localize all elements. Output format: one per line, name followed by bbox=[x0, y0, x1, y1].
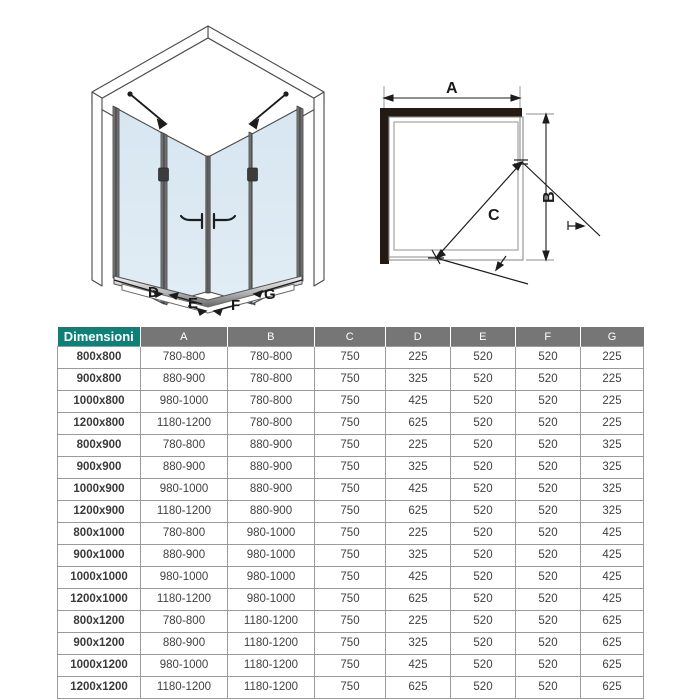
iso-label-g: G bbox=[264, 286, 276, 303]
table-header-c: C bbox=[315, 327, 386, 347]
cell-a: 880-900 bbox=[141, 545, 228, 567]
cell-dimensioni: 900x900 bbox=[58, 457, 141, 479]
cell-e: 520 bbox=[451, 677, 516, 699]
table-header-a: A bbox=[141, 327, 228, 347]
cell-dimensioni: 900x1200 bbox=[58, 633, 141, 655]
table-header-f: F bbox=[516, 327, 581, 347]
cell-b: 780-800 bbox=[228, 347, 315, 369]
cell-e: 520 bbox=[451, 523, 516, 545]
technical-drawings-area bbox=[0, 0, 700, 318]
cell-d: 425 bbox=[386, 479, 451, 501]
cell-dimensioni: 1200x800 bbox=[58, 413, 141, 435]
cell-a: 980-1000 bbox=[141, 567, 228, 589]
cell-b: 780-800 bbox=[228, 369, 315, 391]
cell-dimensioni: 1000x800 bbox=[58, 391, 141, 413]
cell-d: 225 bbox=[386, 435, 451, 457]
table-row bbox=[58, 611, 644, 633]
cell-b: 1180-1200 bbox=[228, 611, 315, 633]
plan-label-b: B bbox=[541, 191, 558, 203]
cell-e: 520 bbox=[451, 479, 516, 501]
cell-d: 625 bbox=[386, 589, 451, 611]
iso-label-d: D bbox=[148, 284, 159, 301]
cell-b: 780-800 bbox=[228, 413, 315, 435]
cell-a: 1180-1200 bbox=[141, 501, 228, 523]
plan-label-c: C bbox=[488, 207, 500, 224]
cell-d: 625 bbox=[386, 501, 451, 523]
cell-dimensioni: 1200x900 bbox=[58, 501, 141, 523]
cell-e: 520 bbox=[451, 413, 516, 435]
cell-d: 325 bbox=[386, 457, 451, 479]
plan-drawing bbox=[368, 78, 608, 293]
corner-shower-enclosure-isometric-svg bbox=[78, 8, 338, 318]
table-row bbox=[58, 347, 644, 369]
shower-enclosure-plan-svg bbox=[368, 78, 608, 293]
cell-f: 520 bbox=[516, 611, 581, 633]
table-header-g: G bbox=[581, 327, 644, 347]
cell-a: 980-1000 bbox=[141, 655, 228, 677]
cell-b: 980-1000 bbox=[228, 589, 315, 611]
cell-a: 1180-1200 bbox=[141, 413, 228, 435]
cell-dimensioni: 1200x1000 bbox=[58, 589, 141, 611]
cell-e: 520 bbox=[451, 611, 516, 633]
cell-f: 520 bbox=[516, 369, 581, 391]
table-row bbox=[58, 633, 644, 655]
cell-f: 520 bbox=[516, 523, 581, 545]
cell-g: 625 bbox=[581, 633, 644, 655]
table-body bbox=[58, 347, 644, 699]
cell-d: 425 bbox=[386, 567, 451, 589]
cell-f: 520 bbox=[516, 479, 581, 501]
cell-dimensioni: 1000x900 bbox=[58, 479, 141, 501]
cell-d: 325 bbox=[386, 633, 451, 655]
cell-a: 980-1000 bbox=[141, 391, 228, 413]
cell-c: 750 bbox=[315, 435, 386, 457]
cell-a: 880-900 bbox=[141, 369, 228, 391]
cell-f: 520 bbox=[516, 545, 581, 567]
table-row bbox=[58, 589, 644, 611]
cell-c: 750 bbox=[315, 523, 386, 545]
cell-b: 780-800 bbox=[228, 391, 315, 413]
cell-f: 520 bbox=[516, 435, 581, 457]
cell-e: 520 bbox=[451, 435, 516, 457]
cell-c: 750 bbox=[315, 567, 386, 589]
cell-e: 520 bbox=[451, 633, 516, 655]
iso-label-f: F bbox=[231, 297, 241, 314]
table-row bbox=[58, 655, 644, 677]
cell-g: 425 bbox=[581, 567, 644, 589]
cell-d: 425 bbox=[386, 391, 451, 413]
table-row bbox=[58, 457, 644, 479]
cell-g: 325 bbox=[581, 457, 644, 479]
cell-c: 750 bbox=[315, 611, 386, 633]
iso-label-e: E bbox=[188, 295, 199, 312]
cell-g: 425 bbox=[581, 523, 644, 545]
table-header-b: B bbox=[228, 327, 315, 347]
cell-e: 520 bbox=[451, 501, 516, 523]
cell-f: 520 bbox=[516, 677, 581, 699]
table-row bbox=[58, 413, 644, 435]
cell-dimensioni: 800x800 bbox=[58, 347, 141, 369]
table-header-dimensioni: Dimensioni bbox=[58, 327, 141, 347]
cell-g: 225 bbox=[581, 413, 644, 435]
cell-g: 225 bbox=[581, 369, 644, 391]
cell-d: 225 bbox=[386, 347, 451, 369]
table-row bbox=[58, 479, 644, 501]
cell-dimensioni: 900x800 bbox=[58, 369, 141, 391]
cell-a: 880-900 bbox=[141, 633, 228, 655]
cell-dimensioni: 1000x1200 bbox=[58, 655, 141, 677]
table-row bbox=[58, 391, 644, 413]
table-row bbox=[58, 501, 644, 523]
cell-e: 520 bbox=[451, 567, 516, 589]
cell-b: 1180-1200 bbox=[228, 633, 315, 655]
cell-d: 225 bbox=[386, 611, 451, 633]
cell-d: 325 bbox=[386, 545, 451, 567]
cell-a: 780-800 bbox=[141, 347, 228, 369]
cell-f: 520 bbox=[516, 501, 581, 523]
table-row bbox=[58, 435, 644, 457]
cell-a: 1180-1200 bbox=[141, 589, 228, 611]
cell-c: 750 bbox=[315, 589, 386, 611]
cell-dimensioni: 800x1000 bbox=[58, 523, 141, 545]
cell-e: 520 bbox=[451, 457, 516, 479]
table-header bbox=[58, 327, 644, 347]
cell-dimensioni: 900x1000 bbox=[58, 545, 141, 567]
cell-c: 750 bbox=[315, 457, 386, 479]
cell-b: 880-900 bbox=[228, 457, 315, 479]
cell-f: 520 bbox=[516, 567, 581, 589]
cell-a: 980-1000 bbox=[141, 479, 228, 501]
cell-g: 625 bbox=[581, 611, 644, 633]
cell-d: 325 bbox=[386, 369, 451, 391]
cell-f: 520 bbox=[516, 391, 581, 413]
cell-a: 780-800 bbox=[141, 435, 228, 457]
cell-b: 980-1000 bbox=[228, 523, 315, 545]
table-header-e: E bbox=[451, 327, 516, 347]
dimensions-table bbox=[57, 327, 644, 699]
cell-f: 520 bbox=[516, 413, 581, 435]
cell-g: 225 bbox=[581, 391, 644, 413]
cell-dimensioni: 800x1200 bbox=[58, 611, 141, 633]
table-row bbox=[58, 523, 644, 545]
cell-g: 425 bbox=[581, 589, 644, 611]
table-row bbox=[58, 567, 644, 589]
cell-b: 1180-1200 bbox=[228, 677, 315, 699]
cell-c: 750 bbox=[315, 545, 386, 567]
cell-a: 1180-1200 bbox=[141, 677, 228, 699]
cell-d: 425 bbox=[386, 655, 451, 677]
table-header-row bbox=[58, 327, 644, 347]
cell-d: 625 bbox=[386, 677, 451, 699]
cell-b: 880-900 bbox=[228, 435, 315, 457]
cell-a: 780-800 bbox=[141, 611, 228, 633]
tray-outline bbox=[394, 122, 518, 250]
cell-f: 520 bbox=[516, 347, 581, 369]
cell-c: 750 bbox=[315, 347, 386, 369]
cell-c: 750 bbox=[315, 413, 386, 435]
cell-b: 880-900 bbox=[228, 479, 315, 501]
cell-c: 750 bbox=[315, 633, 386, 655]
plan-label-a: A bbox=[446, 80, 458, 97]
cell-b: 980-1000 bbox=[228, 545, 315, 567]
cell-c: 750 bbox=[315, 369, 386, 391]
dimensions-table-container bbox=[57, 327, 643, 699]
cell-c: 750 bbox=[315, 479, 386, 501]
cell-d: 625 bbox=[386, 413, 451, 435]
cell-g: 625 bbox=[581, 677, 644, 699]
cell-g: 325 bbox=[581, 435, 644, 457]
cell-g: 225 bbox=[581, 347, 644, 369]
cell-b: 880-900 bbox=[228, 501, 315, 523]
cell-f: 520 bbox=[516, 589, 581, 611]
cell-f: 520 bbox=[516, 457, 581, 479]
cell-a: 880-900 bbox=[141, 457, 228, 479]
cell-f: 520 bbox=[516, 655, 581, 677]
cell-c: 750 bbox=[315, 655, 386, 677]
cell-e: 520 bbox=[451, 391, 516, 413]
table-row bbox=[58, 677, 644, 699]
cell-dimensioni: 800x900 bbox=[58, 435, 141, 457]
cell-e: 520 bbox=[451, 655, 516, 677]
cell-e: 520 bbox=[451, 545, 516, 567]
cell-dimensioni: 1000x1000 bbox=[58, 567, 141, 589]
table-row bbox=[58, 369, 644, 391]
cell-g: 325 bbox=[581, 479, 644, 501]
table-row bbox=[58, 545, 644, 567]
cell-c: 750 bbox=[315, 501, 386, 523]
cell-b: 1180-1200 bbox=[228, 655, 315, 677]
cell-e: 520 bbox=[451, 589, 516, 611]
cell-dimensioni: 1200x1200 bbox=[58, 677, 141, 699]
cell-e: 520 bbox=[451, 369, 516, 391]
cell-b: 980-1000 bbox=[228, 567, 315, 589]
isometric-drawing bbox=[78, 8, 338, 318]
cell-g: 625 bbox=[581, 655, 644, 677]
cell-a: 780-800 bbox=[141, 523, 228, 545]
table-header-d: D bbox=[386, 327, 451, 347]
cell-g: 425 bbox=[581, 545, 644, 567]
cell-d: 225 bbox=[386, 523, 451, 545]
cell-g: 325 bbox=[581, 501, 644, 523]
cell-e: 520 bbox=[451, 347, 516, 369]
cell-c: 750 bbox=[315, 677, 386, 699]
cell-c: 750 bbox=[315, 391, 386, 413]
cell-f: 520 bbox=[516, 633, 581, 655]
